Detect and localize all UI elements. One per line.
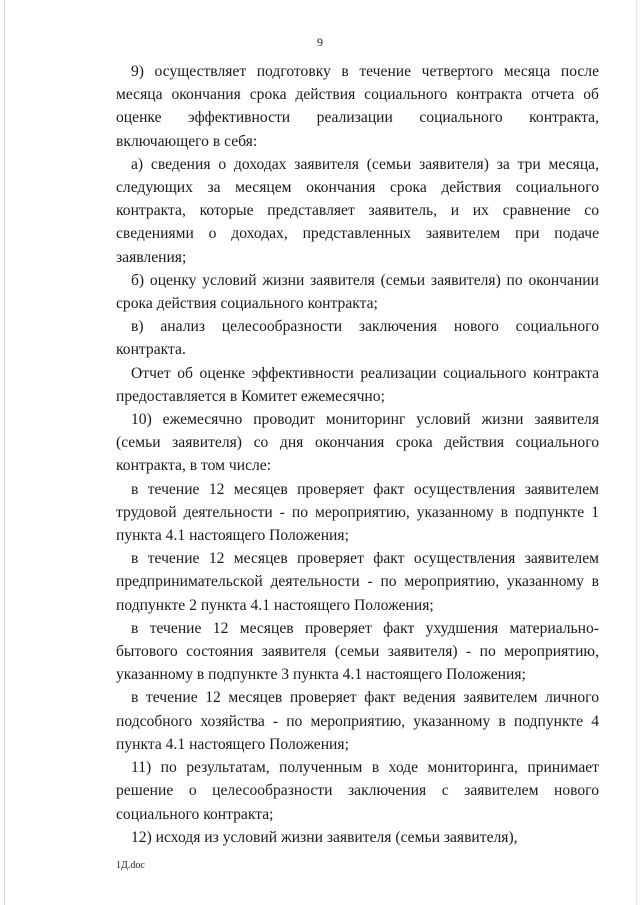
footer-filename: 1Д.doc	[116, 860, 145, 871]
page-number: 9	[317, 35, 323, 49]
paragraph-subitem-v: в) анализ целесообразности заключения нового социального контракта.	[116, 318, 599, 359]
paragraph-monitoring-business: в течение 12 месяцев проверяет факт осуществления заявителем предпринимательской деятельности - по мероприятию, указанному в подпункте 2 пункта 4.1 настоящего Положения;	[116, 550, 599, 614]
paragraph-item-11: 11) по результатам, полученным в ходе мониторинга, принимает решение о целесообразности заключения с заявителем нового социального контракта;	[116, 759, 599, 823]
paragraph-subitem-b: б) оценку условий жизни заявителя (семьи заявителя) по окончании срока действия социального контракта;	[116, 271, 599, 313]
paragraph-monitoring-living-conditions: в течение 12 месяцев проверяет факт ухудшения материально-бытового состояния заявителя (семьи заявителя) - по мероприятию, указанному в подпункте 3 пункта 4.1 настоящего Положения;	[116, 619, 599, 684]
paragraph-report-frequency: Отчет об оценке эффективности реализации социального контракта предоставляется в Комитет ежемесячно;	[116, 364, 599, 405]
paragraph-monitoring-household: в течение 12 месяцев проверяет факт ведения заявителем личного подсобного хозяйства - по мероприятию, указанному в подпункте 4 пункта 4.1 настоящего Положения;	[116, 689, 599, 753]
paragraph-item-10: 10) ежемесячно проводит мониторинг условий жизни заявителя (семьи заявителя) со дня окончания срока действия социального контракта, в том числе:	[116, 411, 599, 475]
paragraph-item-12: 12) исходя из условий жизни заявителя (семьи заявителя),	[131, 828, 518, 846]
scan-edge-right	[636, 0, 637, 905]
paragraph-monitoring-labor: в течение 12 месяцев проверяет факт осуществления заявителем трудовой деятельности - по мероприятию, указанному в подпункте 1 пункта 4.1 настоящего Положения;	[116, 480, 599, 545]
paragraph-subitem-a: а) сведения о доходах заявителя (семьи заявителя) за три месяца, следующих за месяцем окончания срока действия социального контракта, которые представляет заявитель, и их сравнение со сведениями о доходах, представленных заявителем при подаче заявления;	[116, 155, 599, 266]
scan-edge-left	[4, 0, 5, 905]
document-body	[116, 60, 599, 849]
paragraph-item-9: 9) осуществляет подготовку в течение четвертого месяца после месяца окончания срока действия социального контракта отчета об оценке эффективности реализации социального контракта, включающего в себя:	[116, 63, 599, 150]
